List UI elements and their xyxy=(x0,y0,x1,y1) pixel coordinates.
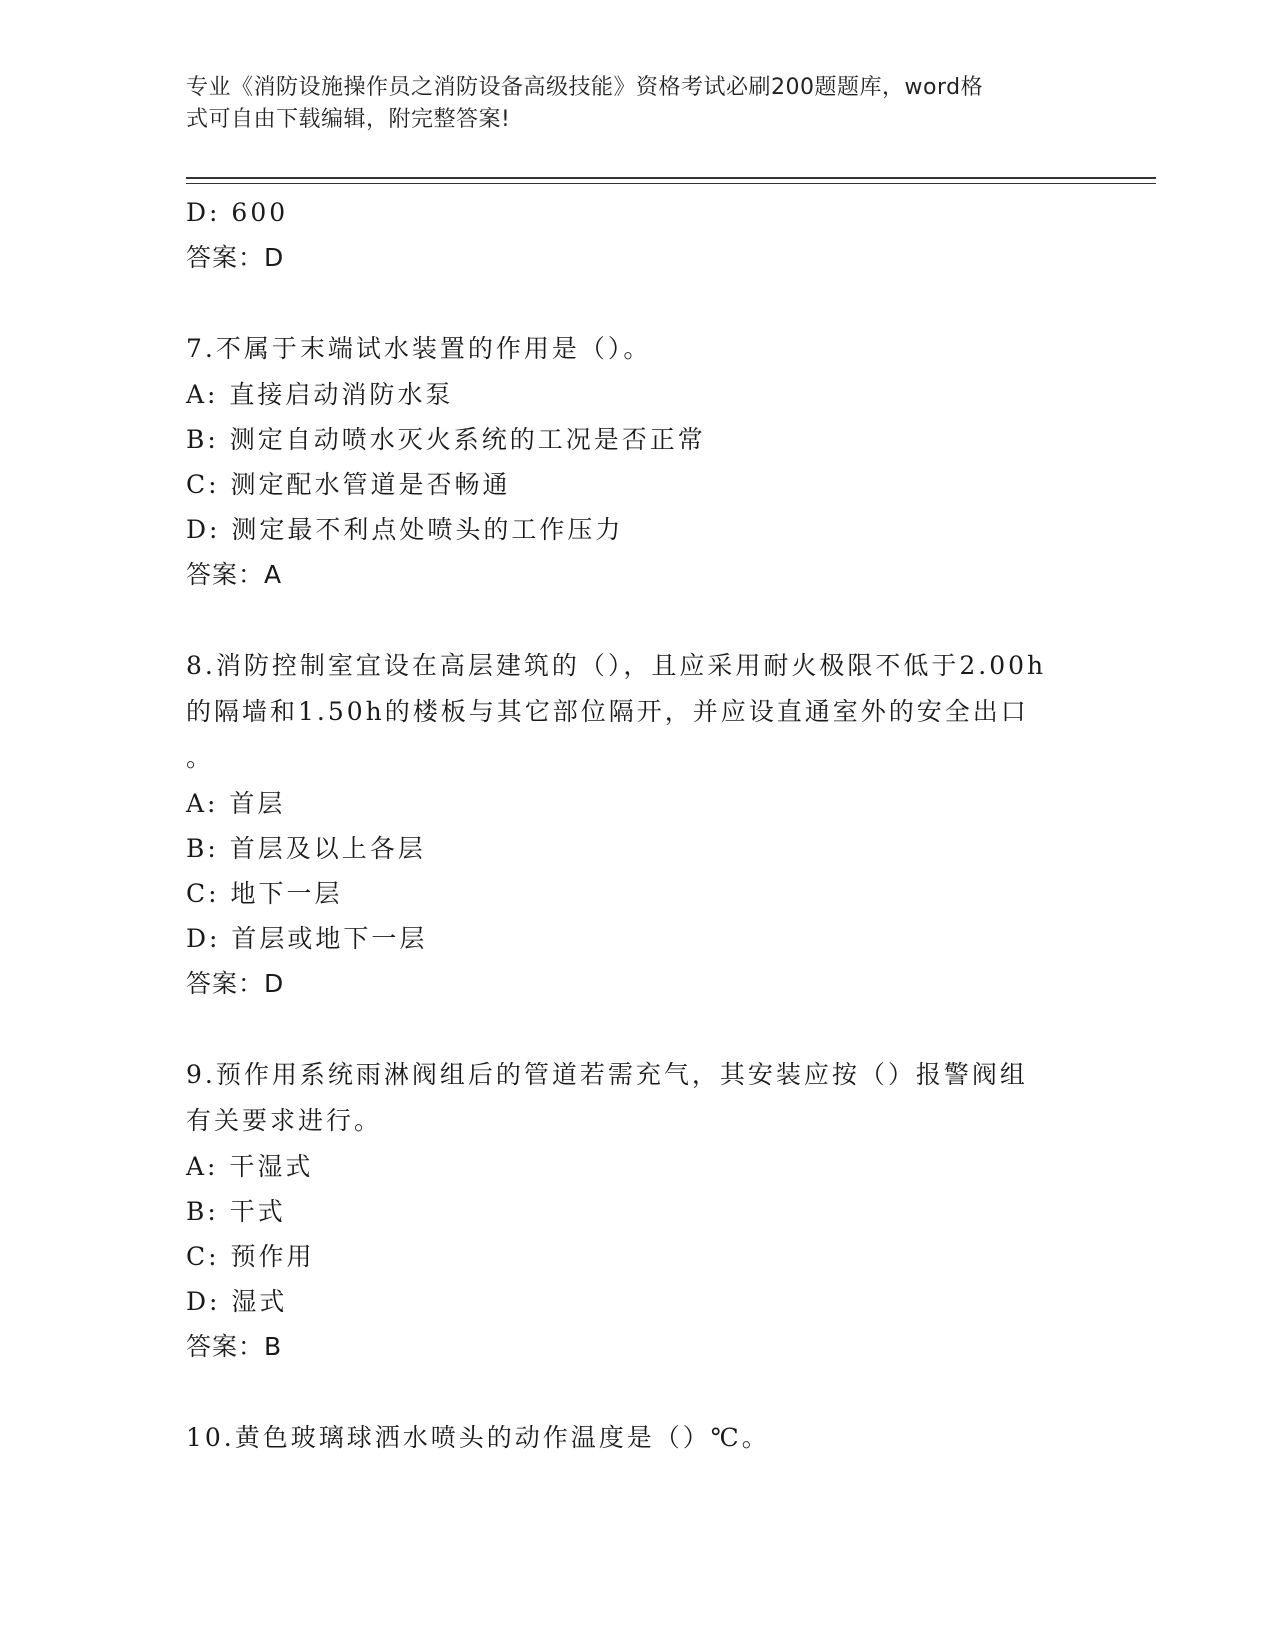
question-text xyxy=(186,1415,1086,1461)
spacer xyxy=(186,597,1086,643)
option-b: B: 首层及以上各层 xyxy=(186,834,426,863)
answer-line: 答案：D xyxy=(186,969,285,998)
question-text-line: 。 xyxy=(186,743,215,772)
header-divider-thick xyxy=(186,177,1156,179)
question-text xyxy=(186,1052,1086,1144)
prev-question-tail xyxy=(186,190,1086,280)
question-text xyxy=(186,326,1086,372)
header-line-1: 专业《消防设施操作员之消防设备高级技能》资格考试必刷200题题库，word格 xyxy=(186,75,984,100)
question-text-line: 9.预作用系统雨淋阀组后的管道若需充气，其安装应按（）报警阀组 xyxy=(186,1060,1028,1089)
option-a: A: 直接启动消防水泵 xyxy=(186,380,454,409)
option-b: B: 干式 xyxy=(186,1197,286,1226)
question-text-line: 的隔墙和1.50h的楼板与其它部位隔开，并应设直通室外的安全出口 xyxy=(186,697,1029,726)
question-text-line: 8.消防控制室宜设在高层建筑的（），且应采用耐火极限不低于2.00h xyxy=(186,651,1047,680)
answer-line: 答案：A xyxy=(186,560,283,589)
option-b: B: 测定自动喷水灭火系统的工况是否正常 xyxy=(186,425,706,454)
header-divider-thin xyxy=(186,183,1156,184)
question-text-line: 7.不属于末端试水装置的作用是（）。 xyxy=(186,334,652,363)
option-c: C: 测定配水管道是否畅通 xyxy=(186,470,511,499)
option-d: D: 600 xyxy=(186,198,289,227)
answer-line: 答案：B xyxy=(186,1332,283,1361)
option-d: D: 测定最不利点处喷头的工作压力 xyxy=(186,515,624,544)
option-c: C: 预作用 xyxy=(186,1242,315,1271)
question-8 xyxy=(186,643,1086,1006)
spacer xyxy=(186,1006,1086,1052)
question-list xyxy=(186,190,1086,1461)
option-a: A: 干湿式 xyxy=(186,1152,314,1181)
option-c: C: 地下一层 xyxy=(186,879,343,908)
spacer xyxy=(186,280,1086,326)
option-d: D: 湿式 xyxy=(186,1287,288,1316)
header-line-2: 式可自由下载编辑，附完整答案! xyxy=(186,107,511,132)
question-9 xyxy=(186,1052,1086,1369)
question-7 xyxy=(186,326,1086,597)
question-text-line: 有关要求进行。 xyxy=(186,1106,383,1135)
answer-line: 答案：D xyxy=(186,243,285,272)
option-d: D: 首层或地下一层 xyxy=(186,924,428,953)
document-header xyxy=(186,72,1066,136)
question-text-line: 10.黄色玻璃球洒水喷头的动作温度是（）℃。 xyxy=(186,1423,770,1452)
question-10 xyxy=(186,1415,1086,1461)
option-a: A: 首层 xyxy=(186,789,286,818)
spacer xyxy=(186,1369,1086,1415)
question-text xyxy=(186,643,1086,781)
